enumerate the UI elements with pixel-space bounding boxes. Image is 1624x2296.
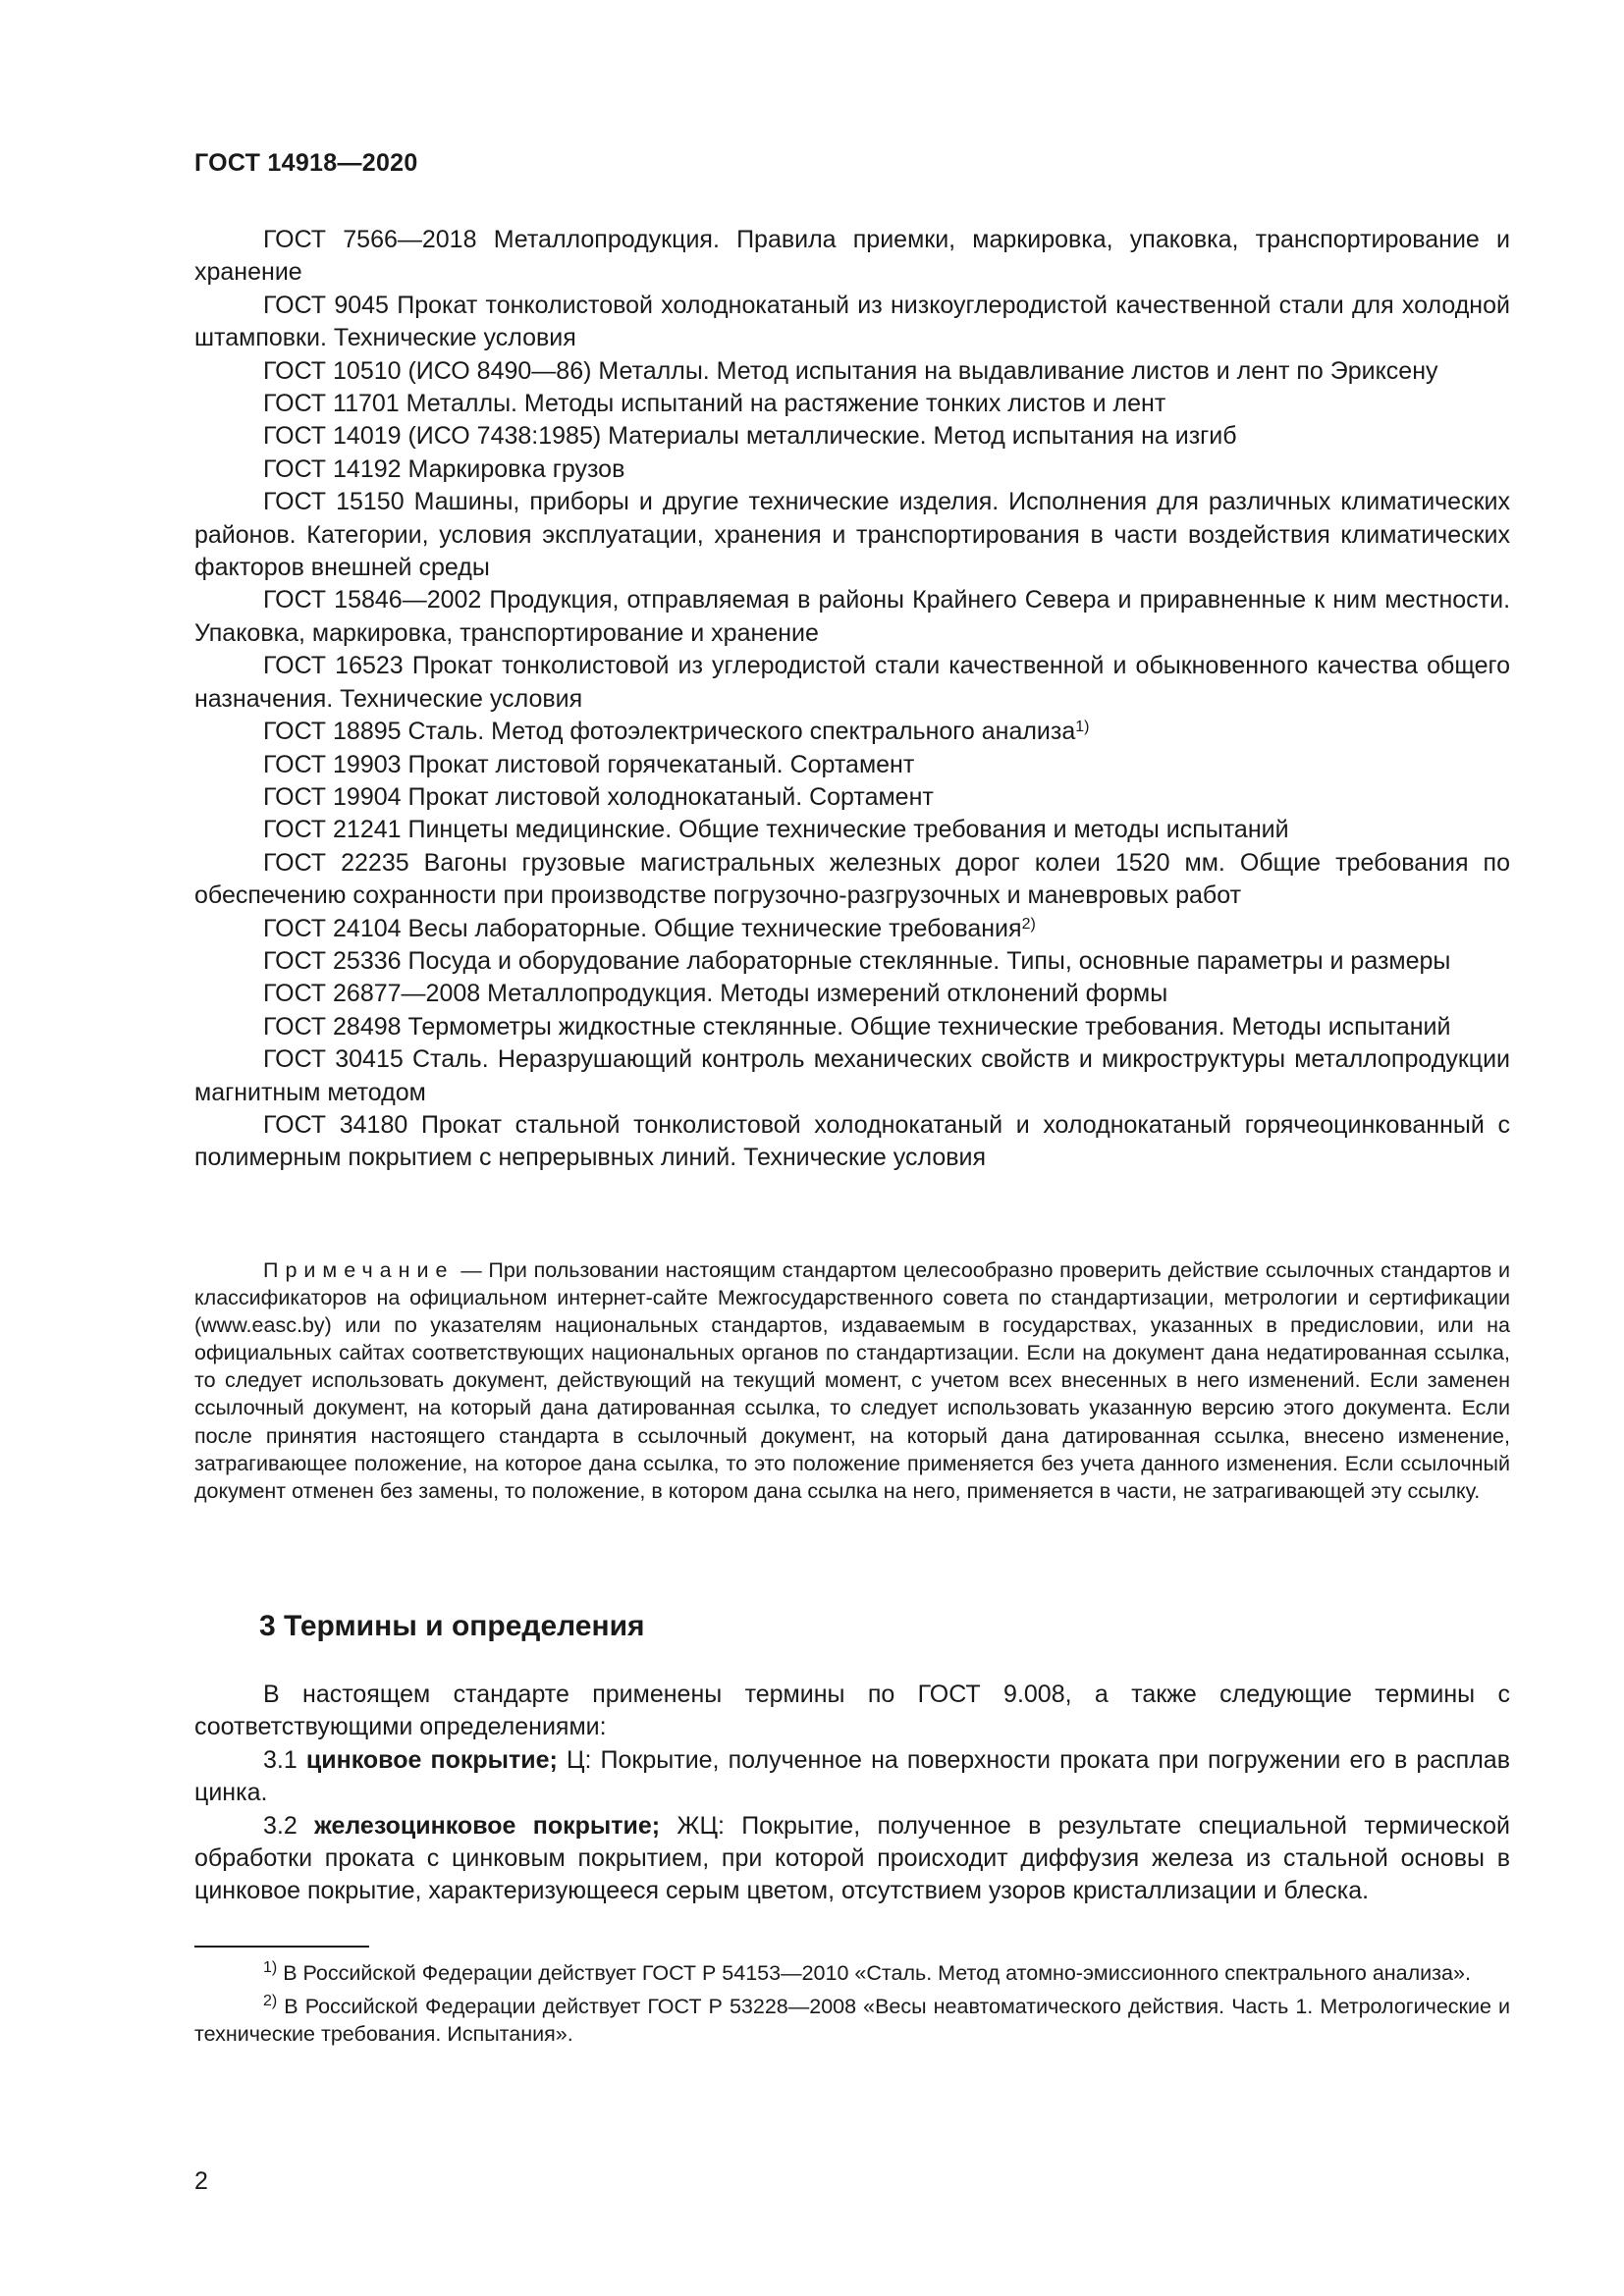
reference-item xyxy=(194,454,1510,486)
footnote-marker[interactable]: 1) xyxy=(1075,719,1090,736)
reference-title: Металлы. Метод испытания на выдавливание листов и лент по Эриксену xyxy=(598,356,1438,385)
reference-item xyxy=(194,1011,1510,1043)
footnote-marker[interactable]: 2) xyxy=(1021,915,1036,933)
term-name: цинковое покрытие; xyxy=(305,1745,558,1774)
term-number: 3.2 xyxy=(263,1811,298,1840)
reference-item xyxy=(194,847,1510,913)
reference-item xyxy=(194,945,1510,978)
term-number: 3.1 xyxy=(263,1745,298,1774)
document-header: ГОСТ 14918—2020 xyxy=(194,149,418,177)
reference-code: ГОСТ 18895 xyxy=(263,718,402,746)
reference-item xyxy=(194,388,1510,420)
footnote-mark: 1) xyxy=(263,1959,278,1976)
reference-item xyxy=(194,814,1510,846)
reference-code: ГОСТ 22235 xyxy=(263,848,409,877)
reference-title: Весы лабораторные. Общие технические требования xyxy=(407,914,1022,942)
reference-code: ГОСТ 21241 xyxy=(263,816,402,844)
footnote-divider xyxy=(194,1946,369,1948)
term-definition: Ц: Покрытие, полученное на поверхности проката при погружении его в расплав цинка. xyxy=(194,1745,1510,1807)
reference-code: ГОСТ 34180 xyxy=(263,1110,408,1139)
document-page xyxy=(194,0,1510,2296)
reference-item xyxy=(194,420,1510,453)
reference-code: ГОСТ 10510 (ИСО 8490—86) xyxy=(263,356,592,385)
reference-code: ГОСТ 11701 xyxy=(263,390,400,418)
reference-item xyxy=(194,781,1510,814)
reference-title: Вагоны грузовые магистральных железных дорог колеи 1520 мм. Общие требования по обеспечению сохранности при производстве погрузочно-разгрузочных и маневровых работ xyxy=(194,848,1510,910)
reference-code: ГОСТ 30415 xyxy=(263,1045,404,1074)
reference-title: Прокат тонколистовой из углеродистой стали качественной и обыкновенного качества общего назначения. Технические условия xyxy=(194,652,1510,713)
reference-code: ГОСТ 25336 xyxy=(263,946,402,975)
reference-code: ГОСТ 14019 (ИСО 7438:1985) xyxy=(263,422,602,451)
note-label: Примечание xyxy=(263,1258,455,1282)
footnote-text: В Российской Федерации действует ГОСТ Р 54153—2010 «Сталь. Метод атомно-эмиссионного спектрального анализа». xyxy=(277,1961,1471,1985)
reference-title: Пинцеты медицинские. Общие технические требования и методы испытаний xyxy=(407,816,1289,844)
reference-item xyxy=(194,716,1510,748)
reference-item xyxy=(194,486,1510,584)
reference-code: ГОСТ 9045 xyxy=(263,291,389,319)
reference-title: Маркировка грузов xyxy=(407,454,625,483)
footnotes xyxy=(194,1959,1510,2054)
reference-code: ГОСТ 19904 xyxy=(263,782,402,811)
term-item xyxy=(194,1810,1510,1908)
term-item xyxy=(194,1744,1510,1810)
term-definition: ЖЦ: Покрытие, полученное в результате специальной термической обработки проката с цинковым покрытием, при которой происходит диффузия железа из стальной основы в цинковое покрытие, характеризующееся серым цветом, отсутствием узоров кристаллизации и блеска. xyxy=(194,1811,1510,1905)
reference-item xyxy=(194,584,1510,650)
note-paragraph xyxy=(194,1256,1510,1505)
reference-item xyxy=(194,290,1510,355)
reference-title: Сталь. Метод фотоэлектрического спектрального анализа xyxy=(407,718,1076,746)
reference-code: ГОСТ 24104 xyxy=(263,914,402,942)
terms-intro: В настоящем стандарте применены термины по ГОСТ 9.008, а также следующие термины с соответствующими определениями: xyxy=(194,1681,1510,1741)
section-title: 3 Термины и определения xyxy=(259,1610,645,1642)
reference-title: Прокат листовой холоднокатаный. Сортамент xyxy=(407,782,934,811)
reference-code: ГОСТ 16523 xyxy=(263,652,404,680)
footnote-item xyxy=(194,1959,1510,1987)
reference-title: Посуда и оборудование лабораторные стеклянные. Типы, основные параметры и размеры xyxy=(407,946,1451,975)
reference-item xyxy=(194,978,1510,1010)
footnote-text: В Российской Федерации действует ГОСТ Р 53228—2008 «Весы неавтоматического действия. Часть 1. Метрологические и технические требования. Испытания». xyxy=(194,1995,1510,2047)
reference-title: Прокат тонколистовой холоднокатаный из низкоуглеродистой качественной стали для холодной штамповки. Технические условия xyxy=(194,291,1510,352)
reference-code: ГОСТ 26877—2008 xyxy=(263,980,481,1008)
terms-section xyxy=(194,1679,1510,1908)
reference-item xyxy=(194,1043,1510,1109)
reference-code: ГОСТ 14192 xyxy=(263,454,402,483)
reference-code: ГОСТ 7566—2018 xyxy=(263,226,477,253)
term-name: железоцинковое покрытие; xyxy=(314,1811,661,1840)
reference-title: Продукция, отправляемая в районы Крайнего Севера и приравненные к ним местности. Упаковка, маркировка, транспортирование и хранение xyxy=(194,586,1511,647)
reference-item xyxy=(194,224,1510,290)
reference-title: Сталь. Неразрушающий контроль механических свойств и микроструктуры металлопродукции магнитным методом xyxy=(194,1045,1511,1106)
footnote-item xyxy=(194,1993,1510,2048)
reference-title: Термометры жидкостные стеклянные. Общие технические требования. Методы испытаний xyxy=(407,1012,1451,1041)
reference-item xyxy=(194,749,1510,781)
reference-code: ГОСТ 19903 xyxy=(263,750,402,778)
reference-item xyxy=(194,355,1510,388)
reference-title: Материалы металлические. Метод испытания на изгиб xyxy=(608,422,1237,451)
reference-code: ГОСТ 15846—2002 xyxy=(263,586,482,614)
reference-title: Металлопродукция. Методы измерений отклонений формы xyxy=(487,980,1168,1008)
reference-item xyxy=(194,1109,1510,1175)
reference-code: ГОСТ 28498 xyxy=(263,1012,402,1041)
reference-item xyxy=(194,650,1510,716)
reference-title: Прокат листовой горячекатаный. Сортамент xyxy=(407,750,915,778)
normative-references-list xyxy=(194,224,1510,1175)
reference-title: Металлопродукция. Правила приемки, маркировка, упаковка, транспортирование и хранение xyxy=(194,226,1510,287)
note-text: — При пользовании настоящим стандартом целесообразно проверить действие ссылочных стандартов и классификаторов на официальном интернет-сайте Межгосударственного совета по стандартизации, метрологии и сертификации (www.easc.by) или по указателям национальных стандартов, издаваемым в государствах, указанных в предисловии, или на официальных сайтах соответствующих национальных органов по стандартизации. Если на документ дана недатированная ссылка, то следует использовать документ, действующий на текущий момент, с учетом всех внесенных в него изменений. Если заменен ссылочный документ, на который дана датированная ссылка, то следует использовать указанную версию этого документа. Если после принятия настоящего стандарта в ссылочный документ, на который дана датированная ссылка, внесено изменение, затрагивающее положение, на которое дана ссылка, то это положение применяется без учета данного изменения. Если ссылочный документ отменен без замены, то положение, в котором дана ссылка на него, применяется в части, не затрагивающей эту ссылку. xyxy=(194,1258,1510,1503)
reference-title: Машины, приборы и другие технические изделия. Исполнения для различных климатических районов. Категории, условия эксплуатации, хранения и транспортирования в части воздействия климатических факторов внешней среды xyxy=(194,488,1510,582)
reference-title: Прокат стальной тонколистовой холоднокатаный и холоднокатаный горячеоцинкованный с полимерным покрытием с непрерывных линий. Технические условия xyxy=(194,1110,1511,1172)
footnote-mark: 2) xyxy=(263,1993,278,2010)
reference-code: ГОСТ 15150 xyxy=(263,488,405,516)
page-number: 2 xyxy=(194,2167,208,2195)
reference-title: Металлы. Методы испытаний на растяжение тонких листов и лент xyxy=(406,390,1166,418)
reference-item xyxy=(194,913,1510,945)
